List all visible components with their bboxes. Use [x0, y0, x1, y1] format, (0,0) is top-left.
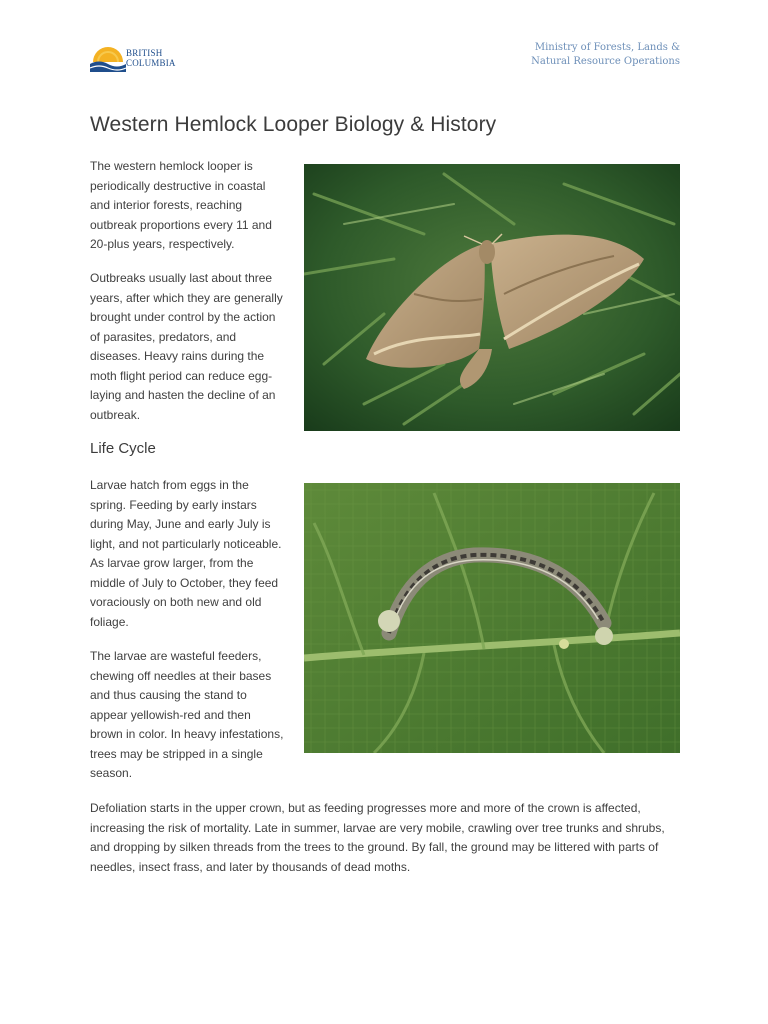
- ministry-line-2: Natural Resource Operations: [531, 56, 680, 67]
- intro-paragraph-2: Outbreaks usually last about three years, after which they are generally brought under control by the action of parasites, predators, and diseases. Heavy rains during the moth flight period can reduce egg-laying and hasten the decline of an outbreak.: [90, 271, 283, 422]
- bc-logo: [90, 44, 182, 72]
- intro-paragraph-1: The western hemlock looper is periodically destructive in coastal and interior forests, reaching outbreak proportions every 11 and 20-plus years, respectively.: [90, 159, 272, 251]
- life-cycle-paragraph-2: The larvae are wasteful feeders, chewing off needles at their bases and thus causing the stand to appear yellowish-red and then brown in color. In heavy infestations, trees may be stripped in a single season.: [90, 649, 284, 780]
- moth-on-hemlock-image: [304, 164, 680, 431]
- page-title: Western Hemlock Looper Biology & History: [90, 113, 497, 136]
- larva-photo: [304, 483, 680, 753]
- section-heading-life-cycle: Life Cycle: [90, 440, 156, 457]
- logo-line-1: BRITISH: [126, 48, 163, 58]
- life-cycle-paragraph-1: Larvae hatch from eggs in the spring. Feeding by early instars during May, June and early July is light, and not particularly noticeable. As larvae grow larger, from the middle of July to October, they feed voraciously on both new and old foliage.: [90, 478, 282, 629]
- moth-photo: [304, 164, 680, 431]
- looper-larva-on-leaf-image: [304, 483, 680, 753]
- life-cycle-paragraph-3: Defoliation starts in the upper crown, but as feeding progresses more and more of the crown is affected, increasing the risk of mortality. Late in summer, larvae are very mobile, crawling over tree trunks and shrubs, and dropping by silken threads from the trees to the ground. By fall, the ground may be littered with parts of needles, insect frass, and later by thousands of dead moths.: [90, 801, 665, 874]
- ministry-name: [531, 41, 680, 69]
- ministry-line-1: Ministry of Forests, Lands &: [534, 42, 680, 53]
- logo-wordmark: [126, 48, 176, 68]
- bc-sun-logo-icon: [90, 44, 126, 72]
- logo-line-2: COLUMBIA: [126, 58, 176, 68]
